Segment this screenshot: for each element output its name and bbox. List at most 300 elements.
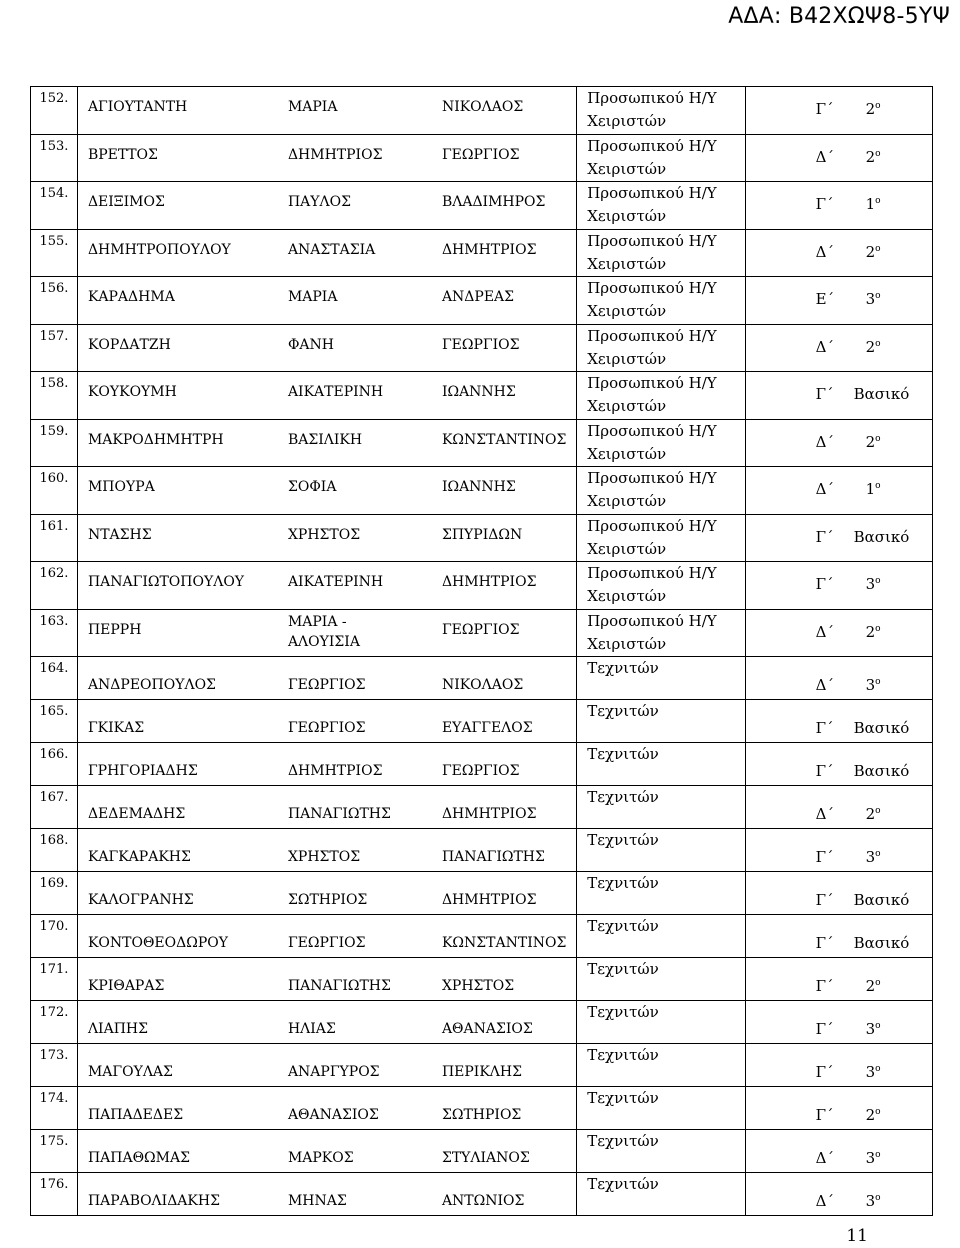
grade-cell (745, 743, 932, 786)
grade-cell (745, 372, 932, 420)
specialty-cell (577, 277, 745, 325)
grade-level (854, 762, 910, 780)
specialty-line-1: Τεχνιτών (587, 1132, 659, 1150)
grade-level (866, 148, 881, 166)
grade-level-value: Βασικό (853, 891, 910, 909)
grade-cell (745, 915, 932, 958)
names-cell (77, 609, 576, 657)
grade-level-suffix: ο (875, 978, 881, 988)
specialty-cell (577, 324, 745, 372)
grade-level-value: 2 (865, 242, 876, 261)
row-number: 166. (31, 743, 78, 786)
grade-level (866, 575, 881, 593)
grade-level-suffix: ο (875, 576, 881, 586)
grade-cell (745, 1001, 932, 1044)
specialty-cell (577, 1173, 745, 1216)
surname: ΚΑΛΟΓΡΑΝΗΣ (87, 892, 194, 908)
grade-cell (745, 419, 932, 467)
father-name: ΣΩΤΗΡΙΟΣ (441, 1107, 522, 1123)
grade-level-suffix: ο (875, 196, 881, 206)
grade-level-value: 2 (865, 622, 876, 641)
surname: ΠΑΠΑΔΕΔΕΣ (87, 1107, 184, 1123)
table-row (31, 743, 933, 786)
specialty-line-2: Χειριστών (587, 444, 667, 463)
surname: ΒΡΕΤΤΟΣ (87, 146, 158, 163)
grade-level (854, 719, 910, 737)
grade-cell (745, 182, 932, 230)
grade-level-value: 3 (865, 676, 876, 694)
grade-letter: Γ΄ (815, 195, 834, 213)
grade-level (866, 848, 881, 866)
grade-level-value: 3 (865, 848, 876, 866)
names-cell (77, 1044, 576, 1087)
grade-level-value: 3 (865, 290, 876, 308)
grade-level-value: 3 (865, 575, 876, 593)
surname: ΠΑΠΑΘΩΜΑΣ (87, 1150, 191, 1166)
grade-cell (745, 1087, 932, 1130)
surname: ΔΗΜΗΤΡΟΠΟΥΛΟΥ (87, 241, 231, 258)
father-name: ΝΙΚΟΛΑΟΣ (441, 677, 524, 693)
grade-level-value: 2 (865, 1106, 876, 1124)
table-row (31, 1001, 933, 1044)
father-name: ΙΩΑΝΝΗΣ (441, 384, 516, 400)
row-number: 173. (31, 1044, 78, 1087)
surname: ΚΡΙΘΑΡΑΣ (87, 978, 165, 994)
grade-level-suffix: ο (875, 243, 881, 254)
specialty-line-1: Προσωπικού Η/Υ (587, 564, 717, 582)
table-row (31, 1130, 933, 1173)
names-cell (77, 229, 576, 277)
specialty-cell (577, 657, 745, 700)
first-name: ΔΗΜΗΤΡΙΟΣ (287, 763, 383, 779)
row-number: 169. (31, 872, 78, 915)
specialty-line-1: Προσωπικού Η/Υ (587, 136, 717, 155)
specialty-line-2: Χειριστών (587, 587, 667, 605)
grade-level-suffix: ο (875, 1064, 881, 1074)
table-row (31, 182, 933, 230)
names-cell (77, 743, 576, 786)
father-name: ΚΩΝΣΤΑΝΤΙΝΟΣ (441, 935, 567, 951)
first-name: ΑΝΑΡΓΥΡΟΣ (287, 1064, 380, 1080)
specialty-line-2: Χειριστών (587, 207, 667, 225)
grade-level-value: 2 (865, 977, 876, 995)
names-cell (77, 372, 576, 420)
specialty-line-2: Χειριστών (587, 112, 667, 130)
specialty-line-2: Χειριστών (587, 634, 667, 653)
first-name: ΣΩΤΗΡΙΟΣ (287, 892, 368, 908)
first-name: ΓΕΩΡΓΙΟΣ (287, 677, 366, 693)
grade-letter: Γ΄ (815, 762, 834, 780)
ada-code: ΑΔΑ: Β42ΧΩΨ8-5ΥΨ (728, 4, 950, 29)
names-cell (77, 467, 576, 515)
names-cell (77, 657, 576, 700)
grade-letter: Δ΄ (815, 805, 834, 823)
specialty-cell (577, 872, 745, 915)
grade-letter: Δ΄ (815, 480, 834, 498)
grade-level-suffix: ο (875, 1150, 881, 1160)
table-row (31, 324, 933, 372)
surname: ΝΤΑΣΗΣ (87, 526, 152, 543)
row-number: 172. (31, 1001, 78, 1044)
father-name: ΣΤΥΛΙΑΝΟΣ (441, 1150, 530, 1166)
specialty-cell (577, 700, 745, 743)
specialty-line-2: Χειριστών (587, 302, 667, 320)
row-number: 170. (31, 915, 78, 958)
specialty-line-2: Χειριστών (587, 159, 667, 178)
specialty-line-1: Τεχνιτών (587, 874, 659, 892)
grade-level-value: 1 (865, 195, 876, 213)
surname: ΜΠΟΥΡΑ (87, 479, 155, 495)
grade-letter: Γ΄ (815, 1106, 834, 1124)
grade-letter: Γ΄ (815, 891, 834, 909)
row-number: 161. (31, 514, 78, 562)
grade-level-value: Βασικό (853, 934, 910, 952)
grade-letter: Γ΄ (815, 385, 834, 403)
first-name: ΑΘΑΝΑΣΙΟΣ (287, 1107, 379, 1123)
row-number: 174. (31, 1087, 78, 1130)
grade-level-suffix: ο (875, 1021, 881, 1031)
surname: ΠΑΝΑΓΙΩΤΟΠΟΥΛΟΥ (87, 574, 245, 590)
first-name: ΓΕΩΡΓΙΟΣ (287, 720, 366, 736)
first-name: ΧΡΗΣΤΟΣ (287, 526, 361, 543)
specialty-line-1: Τεχνιτών (587, 917, 659, 935)
grade-letter: Γ΄ (815, 934, 834, 952)
grade-cell (745, 324, 932, 372)
father-name: ΒΛΑΔΙΜΗΡΟΣ (441, 194, 546, 210)
grade-cell (745, 1173, 932, 1216)
specialty-line-1: Τεχνιτών (587, 831, 659, 849)
first-name (288, 612, 360, 652)
surname: ΚΟΡΔΑΤΖΗ (87, 336, 171, 353)
surname: ΠΑΡΑΒΟΛΙΔΑΚΗΣ (87, 1193, 220, 1209)
grade-cell (745, 467, 932, 515)
first-name: ΔΗΜΗΤΡΙΟΣ (287, 146, 383, 163)
specialty-cell (577, 134, 745, 182)
grade-level (854, 385, 910, 403)
specialty-line-1: Προσωπικού Η/Υ (587, 231, 717, 250)
grade-level-value: 1 (865, 480, 876, 498)
father-name: ΓΕΩΡΓΙΟΣ (441, 621, 520, 638)
grade-level (866, 433, 881, 451)
table-row (31, 609, 933, 657)
grade-level-value: 2 (865, 100, 876, 118)
specialty-cell (577, 87, 745, 135)
grade-level-value: Βασικό (853, 385, 910, 403)
grade-letter: Δ΄ (815, 676, 834, 694)
grade-letter: Δ΄ (815, 1192, 834, 1210)
row-number: 168. (31, 829, 78, 872)
grade-letter: Γ΄ (815, 575, 834, 593)
first-name: ΠΑΝΑΓΙΩΤΗΣ (287, 806, 391, 822)
grade-letter: Δ΄ (815, 147, 834, 166)
father-name: ΑΝΔΡΕΑΣ (441, 289, 515, 305)
first-name: ΑΙΚΑΤΕΡΙΝΗ (287, 574, 384, 590)
specialty-line-1: Προσωπικού Η/Υ (587, 469, 717, 487)
table-row (31, 229, 933, 277)
grade-letter: Γ΄ (815, 527, 834, 546)
father-name: ΣΠΥΡΙΔΩΝ (441, 526, 523, 543)
specialty-line-1: Προσωπικού Η/Υ (587, 89, 717, 107)
personnel-table (30, 86, 933, 1216)
grade-cell (745, 657, 932, 700)
specialty-line-1: Προσωπικού Η/Υ (587, 326, 717, 345)
names-cell (77, 915, 576, 958)
father-name: ΓΕΩΡΓΙΟΣ (441, 146, 520, 163)
grade-level-value: Βασικό (853, 762, 910, 780)
father-name: ΑΘΑΝΑΣΙΟΣ (441, 1021, 533, 1037)
table-row (31, 657, 933, 700)
specialty-cell (577, 1044, 745, 1087)
grade-level-value: 3 (865, 1020, 876, 1038)
specialty-cell (577, 467, 745, 515)
row-number: 164. (31, 657, 78, 700)
first-name: ΑΝΑΣΤΑΣΙΑ (287, 241, 376, 258)
specialty-cell (577, 419, 745, 467)
grade-level-value: 3 (865, 1192, 876, 1210)
grade-letter: Δ΄ (815, 432, 834, 451)
father-name: ΔΗΜΗΤΡΙΟΣ (441, 574, 537, 590)
grade-level-suffix: ο (875, 806, 881, 816)
table-row (31, 700, 933, 743)
grade-level-suffix: ο (875, 433, 881, 444)
grade-letter: Γ΄ (815, 977, 834, 995)
grade-letter: Γ΄ (815, 100, 834, 118)
specialty-line-1: Προσωπικού Η/Υ (587, 516, 717, 535)
names-cell (77, 1130, 576, 1173)
row-number: 171. (31, 958, 78, 1001)
father-name: ΓΕΩΡΓΙΟΣ (441, 336, 520, 353)
grade-level-value: 2 (865, 805, 876, 823)
first-name: ΠΑΥΛΟΣ (287, 194, 351, 210)
names-cell (77, 514, 576, 562)
surname: ΑΓΙΟΥΤΑΝΤΗ (87, 99, 188, 115)
grade-letter: Δ΄ (815, 622, 834, 641)
specialty-line-1: Προσωπικού Η/Υ (587, 611, 717, 630)
specialty-line-2: Χειριστών (587, 397, 667, 415)
grade-cell (745, 872, 932, 915)
grade-level (866, 1149, 881, 1167)
row-number: 163. (31, 609, 78, 657)
grade-level (866, 977, 881, 995)
grade-level-value: 2 (865, 147, 876, 166)
grade-level-value: 3 (865, 1149, 876, 1167)
surname: ΚΑΡΑΔΗΜΑ (87, 289, 175, 305)
names-cell (77, 786, 576, 829)
specialty-cell (577, 829, 745, 872)
grade-level (866, 195, 881, 213)
specialty-line-1: Τεχνιτών (587, 788, 659, 806)
specialty-cell (577, 182, 745, 230)
table-row (31, 915, 933, 958)
page-number: 11 (846, 1226, 868, 1246)
row-number: 160. (31, 467, 78, 515)
first-name: ΒΑΣΙΛΙΚΗ (287, 431, 363, 448)
first-name: ΦΑΝΗ (287, 336, 334, 353)
grade-level (866, 623, 881, 641)
grade-level-suffix: ο (875, 623, 881, 634)
names-cell (77, 958, 576, 1001)
specialty-line-1: Προσωπικού Η/Υ (587, 184, 717, 202)
table-row (31, 87, 933, 135)
row-number: 153. (31, 134, 78, 182)
first-name: ΧΡΗΣΤΟΣ (287, 849, 361, 865)
father-name: ΝΙΚΟΛΑΟΣ (441, 99, 524, 115)
grade-letter: Γ΄ (815, 719, 834, 737)
grade-cell (745, 277, 932, 325)
first-name: ΓΕΩΡΓΙΟΣ (287, 935, 366, 951)
specialty-cell (577, 1087, 745, 1130)
grade-level (866, 480, 881, 498)
grade-level (854, 891, 910, 909)
grade-level (866, 1192, 881, 1210)
table-row (31, 1087, 933, 1130)
surname: ΓΡΗΓΟΡΙΑΔΗΣ (87, 763, 198, 779)
grade-level-suffix: ο (875, 148, 881, 159)
grade-level (866, 1020, 881, 1038)
specialty-line-1: Τεχνιτών (587, 1089, 659, 1107)
grade-letter: Ε΄ (815, 290, 835, 308)
first-name-line-2: ΑΛΟΥΙΣΙΑ (287, 633, 360, 650)
names-cell (77, 829, 576, 872)
names-cell (77, 277, 576, 325)
surname: ΚΑΓΚΑΡΑΚΗΣ (87, 849, 191, 865)
grade-level (854, 934, 910, 952)
grade-level-suffix: ο (875, 677, 881, 687)
names-cell (77, 324, 576, 372)
grade-level-value: Βασικό (853, 527, 910, 546)
specialty-cell (577, 915, 745, 958)
grade-cell (745, 134, 932, 182)
names-cell (77, 872, 576, 915)
grade-cell (745, 786, 932, 829)
grade-level-suffix: ο (875, 849, 881, 859)
specialty-line-1: Προσωπικού Η/Υ (587, 421, 717, 440)
surname: ΔΕΙΞΙΜΟΣ (87, 194, 165, 210)
grade-cell (745, 562, 932, 610)
row-number: 155. (31, 229, 78, 277)
first-name: ΜΑΡΙΑ (287, 289, 338, 305)
surname: ΜΑΓΟΥΛΑΣ (87, 1064, 173, 1080)
names-cell (77, 419, 576, 467)
specialty-line-2: Χειριστών (587, 349, 667, 368)
grade-letter: Γ΄ (815, 848, 834, 866)
grade-cell (745, 829, 932, 872)
specialty-line-2: Χειριστών (587, 254, 667, 273)
specialty-cell (577, 229, 745, 277)
first-name: ΜΑΡΚΟΣ (287, 1150, 354, 1166)
names-cell (77, 134, 576, 182)
table-row (31, 829, 933, 872)
specialty-line-1: Τεχνιτών (587, 1003, 659, 1021)
grade-level-value: 2 (865, 432, 876, 451)
grade-letter: Δ΄ (815, 1149, 834, 1167)
grade-level (866, 100, 881, 118)
grade-cell (745, 87, 932, 135)
first-name: ΣΟΦΙΑ (287, 479, 337, 495)
specialty-line-1: Τεχνιτών (587, 702, 659, 720)
father-name: ΙΩΑΝΝΗΣ (441, 479, 516, 495)
grade-level-suffix: ο (875, 291, 881, 301)
grade-level (866, 1063, 881, 1081)
first-name-line-1: ΜΑΡΙΑ - (287, 613, 347, 630)
specialty-cell (577, 372, 745, 420)
table-row (31, 786, 933, 829)
specialty-line-1: Προσωπικού Η/Υ (587, 279, 717, 297)
specialty-cell (577, 609, 745, 657)
table-row (31, 872, 933, 915)
row-number: 156. (31, 277, 78, 325)
names-cell (77, 182, 576, 230)
surname: ΓΚΙΚΑΣ (87, 720, 145, 736)
grade-level-suffix: ο (875, 338, 881, 349)
specialty-line-1: Τεχνιτών (587, 960, 659, 978)
grade-level (854, 528, 910, 546)
father-name: ΔΗΜΗΤΡΙΟΣ (441, 806, 537, 822)
row-number: 159. (31, 419, 78, 467)
grade-letter: Δ΄ (815, 337, 834, 356)
row-number: 157. (31, 324, 78, 372)
row-number: 165. (31, 700, 78, 743)
grade-level-suffix: ο (875, 101, 881, 111)
row-number: 176. (31, 1173, 78, 1216)
specialty-line-2: Χειριστών (587, 492, 667, 510)
father-name: ΓΕΩΡΓΙΟΣ (441, 763, 520, 779)
surname: ΔΕΔΕΜΑΔΗΣ (87, 806, 186, 822)
row-number: 167. (31, 786, 78, 829)
table-row (31, 1044, 933, 1087)
father-name: ΔΗΜΗΤΡΙΟΣ (441, 241, 537, 258)
grade-level (866, 676, 881, 694)
specialty-line-1: Τεχνιτών (587, 1046, 659, 1064)
row-number: 158. (31, 372, 78, 420)
table-row (31, 372, 933, 420)
surname: ΛΙΑΠΗΣ (87, 1021, 149, 1037)
table-row (31, 467, 933, 515)
first-name: ΠΑΝΑΓΙΩΤΗΣ (287, 978, 391, 994)
grade-letter: Γ΄ (815, 1063, 834, 1081)
father-name: ΠΕΡΙΚΛΗΣ (441, 1064, 522, 1080)
grade-level (866, 805, 881, 823)
specialty-cell (577, 514, 745, 562)
names-cell (77, 1001, 576, 1044)
grade-level (866, 1106, 881, 1124)
grade-cell (745, 1130, 932, 1173)
table-row (31, 277, 933, 325)
names-cell (77, 1087, 576, 1130)
specialty-cell (577, 958, 745, 1001)
grade-level-value: Βασικό (853, 719, 910, 737)
row-number: 152. (31, 87, 78, 135)
specialty-cell (577, 743, 745, 786)
specialty-line-1: Τεχνιτών (587, 659, 659, 677)
surname: ΜΑΚΡΟΔΗΜΗΤΡΗ (87, 431, 224, 448)
grade-level-suffix: ο (875, 1107, 881, 1117)
grade-letter: Γ΄ (815, 1020, 834, 1038)
surname: ΠΕΡΡΗ (87, 621, 142, 638)
grade-cell (745, 1044, 932, 1087)
specialty-cell (577, 1001, 745, 1044)
father-name: ΕΥΑΓΓΕΛΟΣ (441, 720, 533, 736)
surname: ΑΝΔΡΕΟΠΟΥΛΟΣ (87, 677, 216, 693)
specialty-cell (577, 786, 745, 829)
grade-level-suffix: ο (875, 481, 881, 491)
father-name: ΚΩΝΣΤΑΝΤΙΝΟΣ (441, 431, 567, 448)
grade-level (866, 290, 881, 308)
father-name: ΧΡΗΣΤΟΣ (441, 978, 515, 994)
first-name: ΗΛΙΑΣ (287, 1021, 336, 1037)
grade-level (866, 243, 881, 261)
specialty-line-1: Τεχνιτών (587, 1175, 659, 1193)
